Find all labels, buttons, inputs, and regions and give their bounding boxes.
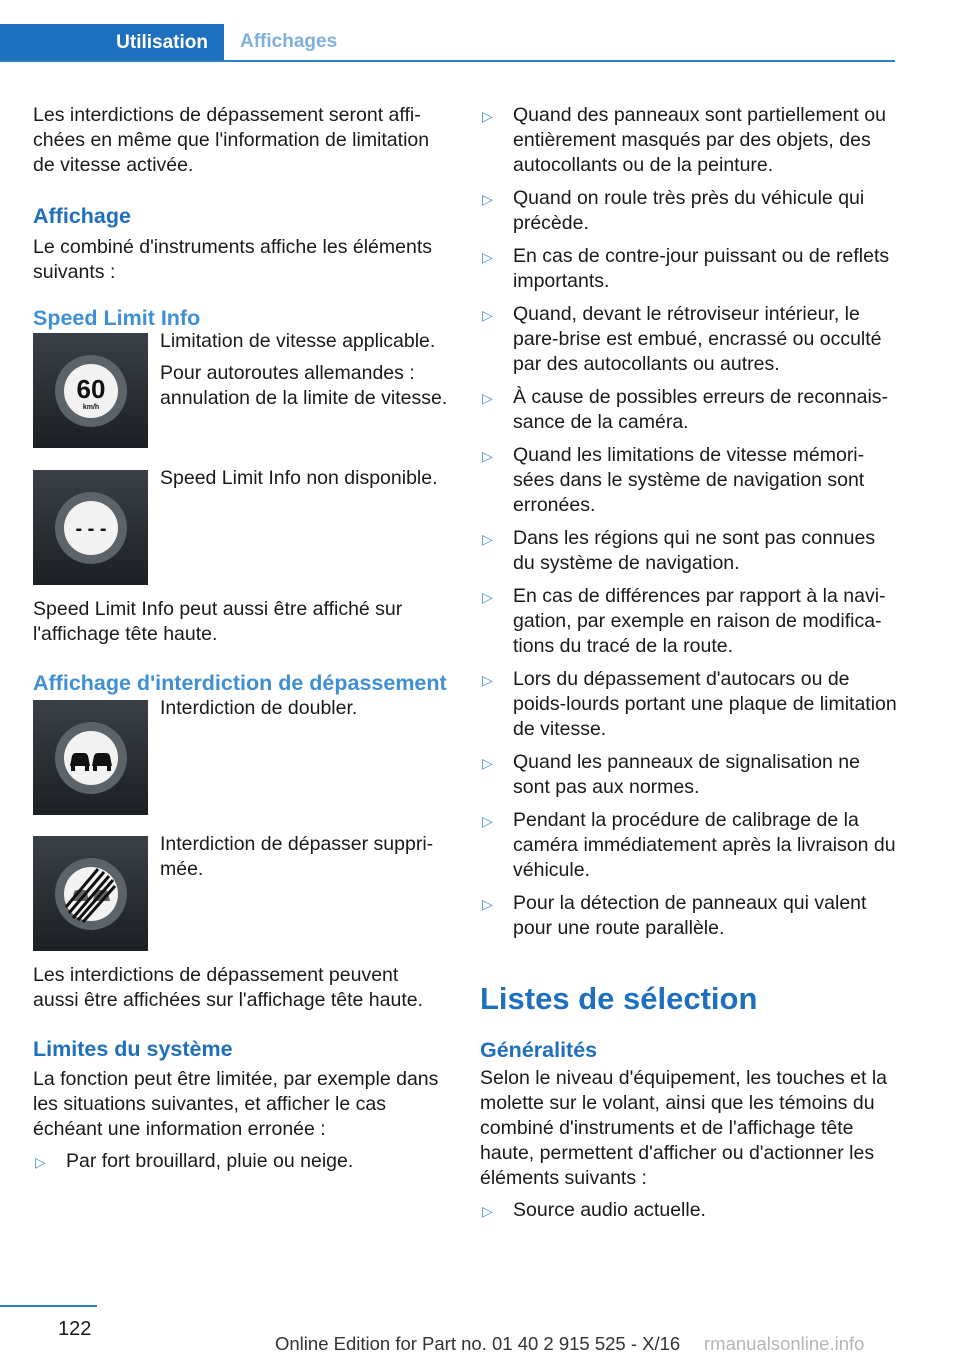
list-item [480,891,898,941]
bullet-triangle-icon: ▷ [482,813,493,829]
bullet-triangle-icon: ▷ [482,448,493,464]
general-list [480,1198,898,1223]
dashes: - - - [74,517,107,540]
system-limits-paragraph: La fonction peut être limitée, par exemple dans les situations suivantes, et afficher le cas échéant une information erronée : [33,1068,439,1140]
figure-overtaking-lifted [33,833,448,951]
selection-lists-heading: Listes de sélection [480,981,758,1016]
list-item [480,808,898,883]
speed-limit-unavailable-icon [51,488,131,568]
speed-limit-sign-image [33,333,148,448]
list-item-text: Quand, devant le rétroviseur intérieur, le pare-brise est embué, encrassé ou occulté par des autocollants ou autres. [513,303,882,375]
figure-speed-limit [33,330,448,448]
list-item-text: Source audio actuelle. [513,1199,706,1221]
list-item [480,244,898,294]
list-item-text: En cas de contre-jour puissant ou de reflets importants. [513,245,890,292]
bullet-triangle-icon: ▷ [482,108,493,124]
overtaking-lifted-sign-image [33,836,148,951]
list-item-text: Pendant la procédure de calibrage de la caméra immédiatement après la livraison du véhicule. [513,809,896,881]
list-item-text: En cas de différences par rapport à la navigation, par exemple en raison de modifications du tracé de la route. [513,585,886,657]
bullet-triangle-icon: ▷ [482,1203,493,1219]
system-limits-heading: Limites du système [33,1037,233,1061]
overtaking-lifted-icon [51,854,131,934]
list-item-text: À cause de possibles erreurs de reconnaissance de la caméra. [513,386,889,433]
figure-speed-limit-caption [160,329,448,411]
affichage-paragraph: Le combiné d'instruments affiche les éléments suivants : [33,236,432,283]
list-item [480,103,898,178]
page-number-rule [0,1305,97,1307]
affichage-heading: Affichage [33,204,131,228]
list-item [480,186,898,236]
list-item [480,385,898,435]
figure-no-overtaking [33,697,448,815]
list-item-text: Lors du dépassement d'autocars ou de poids-lourds portant une plaque de limitation de vitesse. [513,668,897,740]
bullet-triangle-icon: ▷ [482,191,493,207]
list-item-text: Quand on roule très près du véhicule qui précède. [513,187,865,234]
tab-utilisation[interactable]: Utilisation [0,24,224,62]
list-item-text: Quand les limitations de vitesse mémorisées dans le système de navigation sont erronées. [513,444,865,516]
bullet-triangle-icon: ▷ [482,589,493,605]
overtaking-heading: Affichage d'interdiction de dépassement [33,671,447,695]
tab-affichages[interactable]: Affichages [240,31,338,52]
bullet-triangle-icon: ▷ [482,531,493,547]
bullet-triangle-icon: ▷ [482,249,493,265]
no-overtaking-sign-image [33,700,148,815]
speed-limit-60-icon [51,351,131,431]
right-column [480,103,898,1231]
caption-no-overtaking: Interdiction de doubler. [160,697,358,719]
figure-unavailable-caption [160,466,438,491]
watermark: rmanualsonline.info [704,1333,865,1354]
list-item [33,1149,448,1174]
list-item [480,526,898,576]
list-item [480,750,898,800]
figure-no-overtaking-caption [160,696,357,721]
list-item [480,667,898,742]
bullet-triangle-icon: ▷ [482,672,493,688]
page-number: 122 [58,1318,92,1340]
left-column [33,103,448,1182]
speed-limit-info-heading: Speed Limit Info [33,306,201,330]
list-item-text: Par fort brouillard, pluie ou neige. [66,1150,354,1172]
bullet-triangle-icon: ▷ [482,896,493,912]
system-limits-list-continued [480,103,898,941]
caption-unavailable: Speed Limit Info non disponible. [160,467,438,489]
no-overtaking-icon [51,718,131,798]
general-paragraph: Selon le niveau d'équipement, les touches et la molette sur le volant, ainsi que les témoins du combiné d'instruments et de l'affichage tête haute, permettent d'afficher ou d'actionner les éléments suivants : [480,1067,887,1189]
caption-autobahn: Pour autoroutes allemandes : annulation de la limite de vitesse. [160,362,448,409]
list-item [480,302,898,377]
system-limits-list [33,1149,448,1174]
caption-applicable: Limitation de vitesse applicable. [160,330,436,352]
list-item-text: Pour la détection de panneaux qui valent pour une route parallèle. [513,892,867,939]
overtaking-hud-paragraph: Les interdictions de dépassement peuvent aussi être affichées sur l'affichage tête haute. [33,964,423,1011]
caption-overtaking-lifted: Interdiction de dépasser supprimée. [160,833,434,880]
bullet-triangle-icon: ▷ [35,1154,46,1170]
bullet-triangle-icon: ▷ [482,755,493,771]
speed-unit: km/h [82,403,99,411]
general-heading: Généralités [480,1038,598,1062]
list-item [480,584,898,659]
intro-paragraph: Les interdictions de dépassement seront affichées en même que l'information de limitation de vitesse activée. [33,104,430,176]
figure-overtaking-lifted-caption [160,832,448,882]
chapter-header [0,24,895,62]
bullet-triangle-icon: ▷ [482,390,493,406]
list-item-text: Quand les panneaux de signalisation ne sont pas aux normes. [513,751,860,798]
list-item-text: Quand des panneaux sont partiellement ou entièrement masqués par des objets, des autocollants ou de la peinture. [513,104,886,176]
bullet-triangle-icon: ▷ [482,307,493,323]
speed-limit-unavailable-image [33,470,148,585]
speed-value: 60 [76,373,105,404]
list-item [480,443,898,518]
header-rule [0,60,895,62]
list-item-text: Dans les régions qui ne sont pas connues du système de navigation. [513,527,876,574]
edition-footer: Online Edition for Part no. 01 40 2 915 525 - X/16 [275,1333,681,1354]
figure-speed-limit-unavailable [33,467,448,585]
sli-hud-paragraph: Speed Limit Info peut aussi être affiché sur l'affichage tête haute. [33,598,403,645]
list-item [480,1198,898,1223]
